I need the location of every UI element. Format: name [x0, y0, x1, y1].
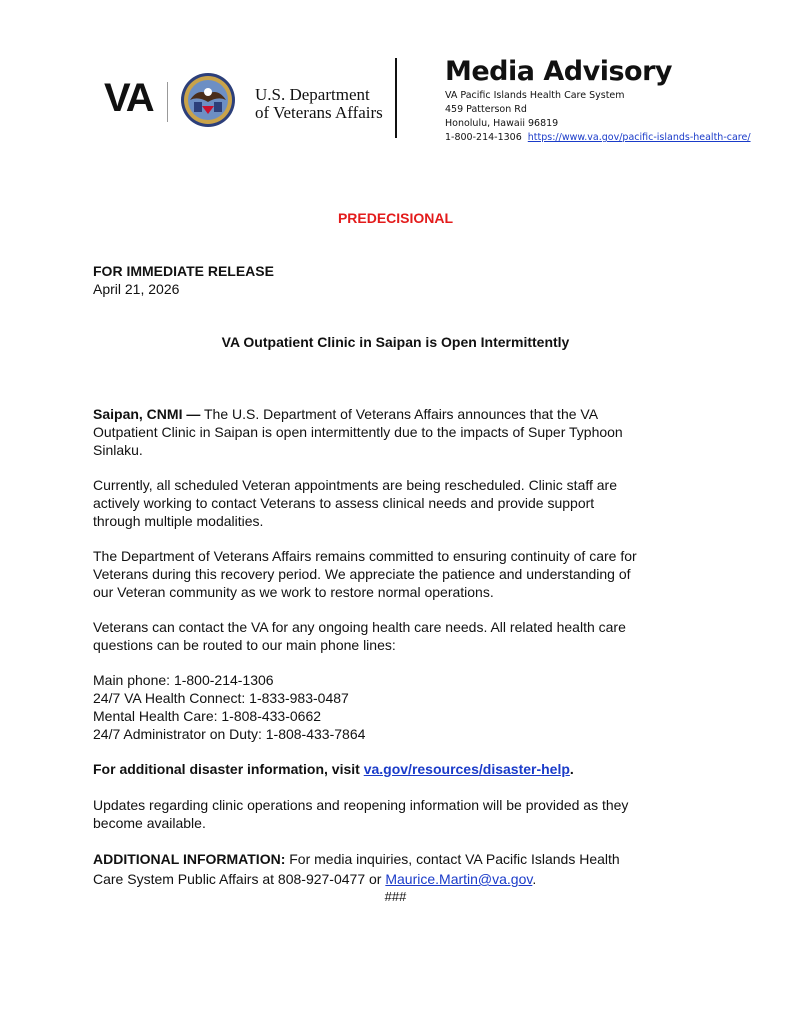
updates-line-1: Updates regarding clinic operations and reopening information will be provided as they	[93, 797, 629, 813]
dateline: Saipan, CNMI —	[93, 406, 201, 422]
updates-line-2: become available.	[93, 815, 206, 831]
va-seal-icon	[180, 72, 236, 128]
disaster-prefix: For additional disaster information, visit	[93, 761, 364, 777]
va-logo-mark: VA	[104, 76, 153, 120]
release-date: April 21, 2026	[93, 281, 180, 297]
headline: VA Outpatient Clinic in Saipan is Open Intermittently	[221, 334, 570, 350]
end-mark: ###	[384, 889, 407, 904]
paragraph-intro	[93, 405, 713, 459]
disaster-help-link[interactable]: va.gov/resources/disaster-help	[363, 761, 570, 777]
city-address: Honolulu, Hawaii 96819	[445, 118, 559, 129]
classification-label: PREDECISIONAL	[337, 210, 454, 226]
advisory-title: Media Advisory	[445, 56, 672, 87]
department-line-2: of Veterans Affairs	[255, 103, 383, 122]
commitment-line-3: our Veteran community as we work to restore normal operations.	[93, 584, 494, 600]
email-link[interactable]: Maurice.Martin@va.gov	[385, 871, 533, 887]
paragraph-updates	[93, 796, 713, 832]
website-link[interactable]: https://www.va.gov/pacific-islands-health-care/	[527, 132, 751, 143]
paragraph-commitment	[93, 547, 713, 601]
contact-line-2: questions can be routed to our main phone lines:	[93, 637, 396, 653]
additional-line-2: Care System Public Affairs at 808-927-0477 or	[93, 871, 386, 887]
release-label: FOR IMMEDIATE RELEASE	[93, 263, 274, 279]
paragraph-contact	[93, 618, 713, 654]
disaster-suffix: .	[569, 761, 574, 777]
org-name: VA Pacific Islands Health Care System	[445, 90, 625, 101]
header-divider	[395, 58, 397, 138]
department-line-1: U.S. Department	[255, 85, 370, 104]
phone-list	[93, 671, 713, 743]
contact-line	[445, 131, 751, 144]
commitment-line-2: Veterans during this recovery period. We appreciate the patience and understanding of	[93, 566, 631, 582]
header-phone: 1-800-214-1306	[445, 132, 522, 143]
disaster-info	[93, 760, 713, 778]
department-name	[255, 86, 383, 122]
intro-line-1: The U.S. Department of Veterans Affairs announces that the VA	[200, 406, 599, 422]
additional-line-1: For media inquiries, contact VA Pacific Islands Health	[285, 851, 620, 867]
intro-line-2: Outpatient Clinic in Saipan is open intermittently due to the impacts of Super Typhoon	[93, 424, 623, 440]
phone-item: 24/7 Administrator on Duty: 1-808-433-7864	[93, 726, 366, 742]
appointments-line-2: actively working to contact Veterans to assess clinical needs and provide support	[93, 495, 595, 511]
paragraph-appointments	[93, 476, 713, 530]
appointments-line-1: Currently, all scheduled Veteran appointments are being rescheduled. Clinic staff are	[93, 477, 618, 493]
street-address: 459 Patterson Rd	[445, 104, 527, 115]
additional-suffix: .	[532, 871, 537, 887]
logo-divider	[167, 82, 168, 122]
commitment-line-1: The Department of Veterans Affairs remains committed to ensuring continuity of care for	[93, 548, 637, 564]
additional-information	[93, 850, 713, 888]
appointments-line-3: through multiple modalities.	[93, 513, 264, 529]
phone-item: 24/7 VA Health Connect: 1-833-983-0487	[93, 690, 349, 706]
phone-item: Main phone: 1-800-214-1306	[93, 672, 274, 688]
phone-item: Mental Health Care: 1-808-433-0662	[93, 708, 322, 724]
additional-info-label: ADDITIONAL INFORMATION:	[93, 851, 286, 867]
contact-line-1: Veterans can contact the VA for any ongoing health care needs. All related health care	[93, 619, 626, 635]
intro-line-3: Sinlaku.	[93, 442, 143, 458]
